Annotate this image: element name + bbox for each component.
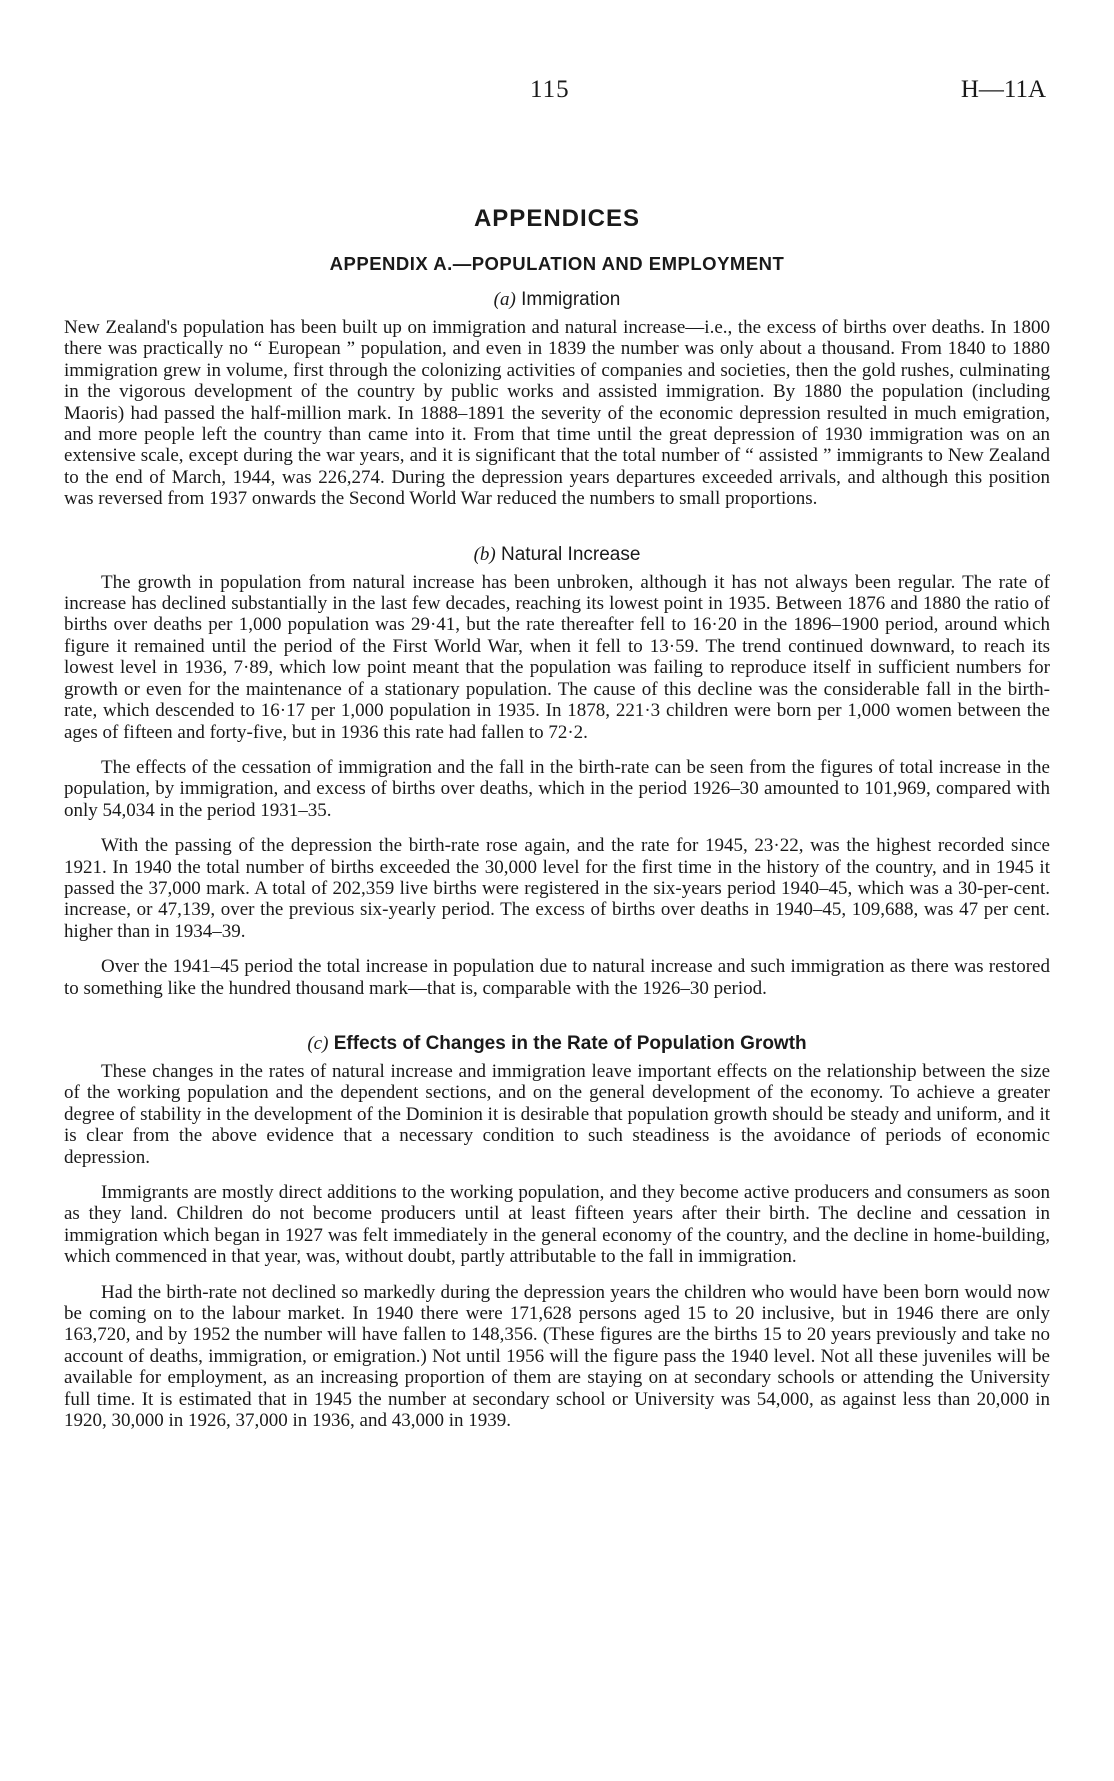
page-reference: H—11A: [960, 76, 1046, 103]
appendix-title: APPENDIX A.—POPULATION AND EMPLOYMENT: [329, 253, 785, 274]
paragraph: Over the 1941–45 period the total increase in population due to natural increase and such immigration as there was restored to something like the hundred thousand mark—that is, comparable with the 1926–30 period.: [64, 956, 1050, 999]
section-heading-text: Natural Increase: [501, 543, 641, 565]
page-header: [64, 0, 1050, 110]
section-heading-text: Effects of Changes in the Rate of Population Growth: [333, 1032, 807, 1054]
section-heading: [64, 289, 1050, 311]
section-immigration: [64, 289, 1050, 510]
paragraph: With the passing of the depression the birth-rate rose again, and the rate for 1945, 23·22, was the highest recorded since 1921. In 1940 the total number of births exceeded the 30,000 level for the first time in the history of the country, and in 1945 it passed the 37,000 mark. A total of 202,359 live births were registered in the six-years period 1940–45, which was a 30-per-cent. increase, or 47,139, over the previous six-yearly period. The excess of births over deaths in 1940–45, 109,688, was 47 per cent. higher than in 1934–39.: [64, 835, 1050, 942]
section-natural-increase: [64, 544, 1050, 999]
section-letter: (c): [307, 1032, 329, 1054]
section-heading-text: Immigration: [521, 289, 621, 310]
document-page: [64, 0, 1050, 1431]
paragraph: Immigrants are mostly direct additions to the working population, and they become active producers and consumers as soon as they land. Children do not become producers until at least fifteen years after their birth. The decline and cessation in immigration which began in 1927 was felt immediately in the general economy of the country, and the decline in home-building, which commenced in that year, was, without doubt, partly attributable to the fall in immigration.: [64, 1182, 1050, 1268]
main-title: APPENDICES: [473, 205, 641, 232]
section-letter: (b): [473, 543, 496, 565]
paragraph: The effects of the cessation of immigration and the fall in the birth-rate can be seen from the figures of total increase in the population, by immigration, and excess of births over deaths, which in the period 1926–30 amounted to 101,969, compared with only 54,034 in the period 1931–35.: [64, 756, 1050, 821]
section-letter: (a): [493, 289, 516, 310]
section-effects-of-changes: [64, 1033, 1050, 1432]
paragraph: These changes in the rates of natural increase and immigration leave important effects on the relationship between the size of the working population and the dependent sections, and on the general development of the economy. To achieve a greater degree of stability in the development of the Dominion it is desirable that population growth should be steady and uniform, and it is clear from the above evidence that a necessary condition to such steadiness is the avoidance of periods of economic depression.: [64, 1060, 1050, 1168]
section-heading: [64, 1033, 1050, 1055]
paragraph: Had the birth-rate not declined so markedly during the depression years the children who would have been born would now be coming on to the labour market. In 1940 there were 171,628 persons aged 15 to 20 inclusive, but in 1946 there are only 163,720, and by 1952 the number will have fallen to 148,356. (These figures are the births 15 to 20 years previously and take no account of deaths, immigration, or emigration.) Not until 1956 will the figure pass the 1940 level. Not all these juveniles will be available for employment, as an increasing proportion of them are staying on at secondary schools or attending the University full time. It is estimated that in 1945 the number at secondary school or University was 54,000, as against less than 20,000 in 1920, 30,000 in 1926, 37,000 in 1936, and 43,000 in 1939.: [64, 1281, 1050, 1432]
paragraph: The growth in population from natural increase has been unbroken, although it has not always been regular. The rate of increase has declined substantially in the last few decades, reaching its lowest point in 1935. Between 1876 and 1880 the ratio of births over deaths per 1,000 population was 29·41, but the rate thereafter fell to 16·20 in the 1896–1900 period, around which figure it remained until the period of the First World War, when it fell to 13·59. The trend continued downward, to reach its lowest level in 1936, 7·89, which low point meant that the population was failing to reproduce itself in sufficient numbers for growth or even for the maintenance of a stationary population. The cause of this decline was the considerable fall in the birth-rate, which descended to 16·17 per 1,000 population in 1935. In 1878, 221·3 children were born per 1,000 women between the ages of fifteen and forty-five, but in 1936 this rate had fallen to 72·2.: [64, 571, 1050, 743]
section-heading: [64, 544, 1050, 566]
page-number: 115: [530, 76, 570, 103]
paragraph: New Zealand's population has been built up on immigration and natural increase—i.e., the excess of births over deaths. In 1800 there was practically no “ European ” population, and even in 1839 the number was only about a thousand. From 1840 to 1880 immigration grew in volume, first through the colonizing activities of companies and societies, then the gold rushes, culminating in the vigorous development of the country by public works and assisted immigration. By 1880 the population (including Maoris) had passed the half-million mark. In 1888–1891 the severity of the economic depression resulted in much emigration, and more people left the country than came into it. From that time until the great depression of 1930 immigration was on an extensive scale, except during the war years, and it is significant that the total number of “ assisted ” immigrants to New Zealand to the end of March, 1944, was 226,274. During the depression years departures exceeded arrivals, and although this position was reversed from 1937 onwards the Second World War reduced the numbers to small proportions.: [64, 317, 1050, 510]
